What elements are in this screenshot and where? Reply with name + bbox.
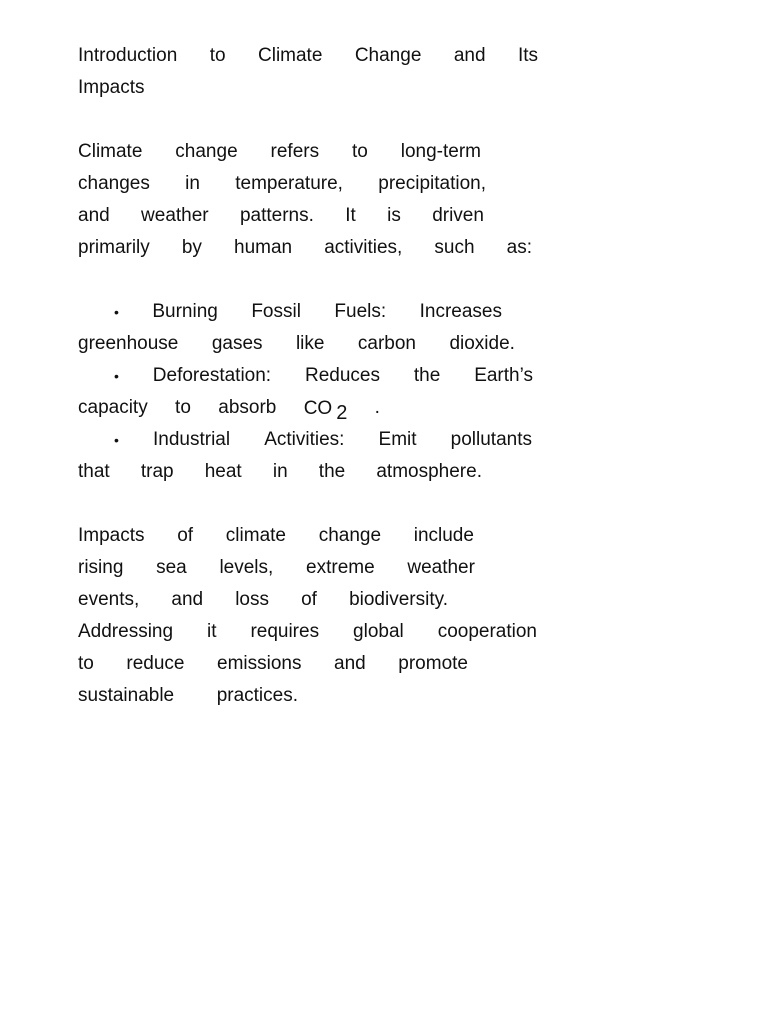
impacts-word: biodiversity. (349, 589, 448, 610)
bullet-word: Emit (378, 429, 417, 450)
intro-line-2 (78, 168, 486, 200)
impacts-line-5 (78, 648, 468, 680)
impacts-word: Impacts (78, 525, 145, 546)
title-word: and (453, 45, 486, 66)
impacts-word: requires (250, 621, 320, 642)
bullet-word: to (175, 397, 191, 418)
bullet-word: Fossil (251, 301, 301, 322)
intro-word: temperature, (235, 173, 343, 194)
bullet-word: Burning (152, 301, 218, 322)
intro-line-4 (78, 232, 532, 264)
title-word: Climate (258, 45, 323, 66)
intro-word: long-term (400, 141, 481, 162)
bullet-word: the (413, 365, 441, 386)
intro-line-3 (78, 200, 484, 232)
intro-word: weather (141, 205, 209, 226)
title-word: Introduction (78, 45, 178, 66)
bullet-icon: • (114, 432, 119, 448)
impacts-word: of (301, 589, 317, 610)
intro-line-1 (78, 136, 481, 168)
intro-word: patterns. (239, 205, 314, 226)
intro-word: to (352, 141, 368, 162)
co2-subscript: 2 (336, 402, 348, 424)
impacts-word: reduce (126, 653, 185, 674)
impacts-word: sustainable (78, 685, 175, 706)
impacts-word: it (207, 621, 217, 642)
bullet-word: Activities: (264, 429, 345, 450)
bullet-word: Deforestation: (152, 365, 272, 386)
impacts-line-1 (78, 520, 474, 552)
bullet-word: that (78, 461, 110, 482)
paragraph-spacer (78, 104, 538, 136)
bullet-word: Fuels: (334, 301, 387, 322)
impacts-word: events, (78, 589, 140, 610)
impacts-word: and (171, 589, 204, 610)
bullet-item-1-line-2 (78, 328, 515, 360)
intro-word: It (345, 205, 356, 226)
bullet-word: Earth’s (474, 365, 533, 386)
bullet-period: . (374, 397, 380, 418)
bullet-word: Increases (419, 301, 502, 322)
impacts-word: rising (78, 557, 124, 578)
intro-word: changes (78, 173, 150, 194)
bullet-item-1-line-1 (78, 296, 502, 328)
impacts-word: promote (398, 653, 468, 674)
bullet-word: Industrial (153, 429, 231, 450)
impacts-word: levels, (219, 557, 274, 578)
intro-word: Climate (78, 141, 143, 162)
intro-word: activities, (324, 237, 403, 258)
title-word: Its (517, 45, 538, 66)
document-title-line-2 (78, 72, 538, 104)
impacts-word: climate (225, 525, 286, 546)
impacts-word: of (177, 525, 194, 546)
intro-word: by (181, 237, 202, 258)
intro-word: such (434, 237, 475, 258)
bullet-word: heat (204, 461, 242, 482)
impacts-word: Addressing (78, 621, 174, 642)
co2-formula (304, 392, 348, 424)
impacts-word: weather (407, 557, 475, 578)
intro-word: refers (270, 141, 320, 162)
bullet-word: dioxide. (449, 333, 515, 354)
bullet-word: carbon (357, 333, 417, 354)
bullet-word: capacity (78, 397, 148, 418)
impacts-word: practices. (216, 685, 298, 706)
title-word: Change (354, 45, 422, 66)
bullet-word: atmosphere. (376, 461, 482, 482)
bullet-word: Reduces (304, 365, 380, 386)
bullet-item-2-line-1 (78, 360, 533, 392)
bullet-word: gases (211, 333, 263, 354)
intro-word: precipitation, (378, 173, 486, 194)
impacts-line-6 (78, 680, 298, 712)
intro-word: primarily (78, 237, 150, 258)
impacts-line-4 (78, 616, 537, 648)
impacts-line-3 (78, 584, 448, 616)
bullet-item-3-line-1 (78, 424, 532, 456)
intro-word: in (185, 173, 200, 194)
impacts-word: global (353, 621, 404, 642)
impacts-word: to (78, 653, 94, 674)
intro-word: and (78, 205, 110, 226)
intro-word: is (387, 205, 401, 226)
bullet-icon: • (114, 368, 119, 384)
impacts-word: include (413, 525, 474, 546)
bullet-word: trap (140, 461, 174, 482)
bullet-word: the (318, 461, 346, 482)
impacts-word: cooperation (437, 621, 537, 642)
bullet-word: absorb (218, 397, 277, 418)
title-word: to (209, 45, 226, 66)
document-page (78, 40, 538, 712)
paragraph-spacer (78, 488, 538, 520)
impacts-word: and (334, 653, 366, 674)
intro-word: human (234, 237, 293, 258)
bullet-word: pollutants (450, 429, 532, 450)
bullet-word: greenhouse (78, 333, 179, 354)
intro-word: as: (506, 237, 532, 258)
bullet-word: like (295, 333, 325, 354)
impacts-word: sea (156, 557, 187, 578)
impacts-word: extreme (306, 557, 375, 578)
bullet-word: in (272, 461, 288, 482)
bullet-item-2-line-2 (78, 392, 380, 424)
document-title-line-1 (78, 40, 538, 72)
paragraph-spacer (78, 264, 538, 296)
intro-word: change (175, 141, 238, 162)
intro-word: driven (432, 205, 484, 226)
co2-base: CO (303, 398, 333, 419)
impacts-word: loss (235, 589, 269, 610)
title-word: Impacts (78, 77, 145, 98)
bullet-icon: • (114, 304, 119, 320)
impacts-line-2 (78, 552, 475, 584)
impacts-word: emissions (217, 653, 302, 674)
impacts-word: change (318, 525, 382, 546)
bullet-item-3-line-2 (78, 456, 482, 488)
